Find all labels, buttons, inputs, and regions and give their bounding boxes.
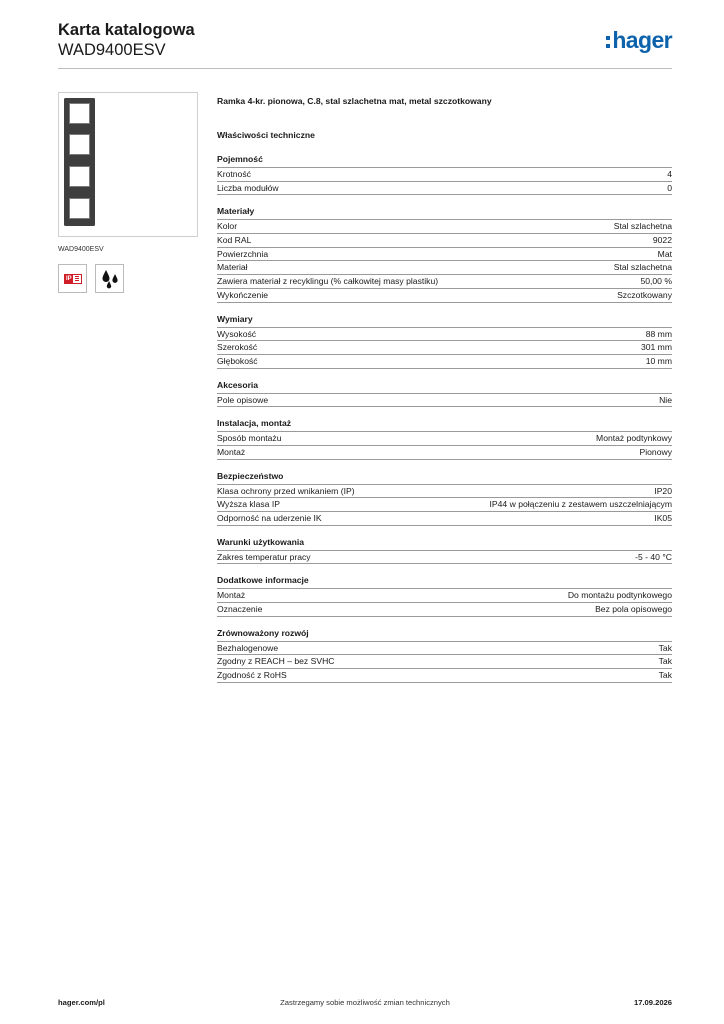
logo-dots-icon: [606, 36, 610, 48]
certification-badges: [58, 264, 198, 293]
property-value: 88 mm: [645, 328, 672, 339]
table-row: [217, 182, 672, 196]
property-label: Kolor: [217, 221, 238, 232]
technical-data: [217, 96, 672, 683]
property-value: Tak: [658, 656, 672, 667]
property-label: Wysokość: [217, 328, 257, 339]
property-table: [217, 393, 672, 408]
section-title: Wymiary: [217, 313, 253, 324]
table-row: [217, 289, 672, 303]
ip-badge-text: IP: [66, 275, 72, 282]
section: [217, 314, 672, 369]
section: [217, 471, 672, 526]
footer-date: 17.09.2026: [633, 998, 672, 1007]
table-row: [217, 446, 672, 460]
table-row: [217, 355, 672, 369]
property-value: 0: [667, 182, 672, 193]
table-row: [217, 498, 672, 512]
property-label: Głębokość: [217, 355, 258, 366]
hager-logo: [606, 28, 672, 52]
table-row: [217, 261, 672, 275]
property-value: Tak: [658, 642, 672, 653]
property-label: Odporność na uderzenie IK: [217, 513, 322, 523]
property-value: -5 - 40 °C: [635, 551, 672, 562]
page-title: Karta katalogowa: [58, 21, 195, 39]
section-title: Materiały: [217, 206, 255, 217]
table-row: [217, 589, 672, 603]
property-table: [217, 588, 672, 616]
property-label: Bezhalogenowe: [217, 642, 279, 653]
table-row: [217, 432, 672, 446]
section: [217, 537, 672, 565]
property-table: [217, 431, 672, 459]
property-value: Stal szlachetna: [613, 262, 672, 273]
property-label: Wykończenie: [217, 289, 269, 300]
section-title: Warunki użytkowania: [217, 536, 305, 547]
property-label: Pole opisowe: [217, 394, 269, 405]
property-label: Materiał: [217, 262, 248, 273]
section-title: Zrównoważony rozwój: [217, 627, 309, 638]
property-label: Krotność: [217, 169, 251, 179]
page-footer: [58, 997, 672, 1009]
properties-heading: Właściwości techniczne: [217, 130, 315, 140]
property-value: Pionowy: [639, 446, 672, 457]
property-value: Tak: [658, 670, 672, 681]
table-row: [217, 655, 672, 669]
table-row: [217, 485, 672, 499]
product-image-caption: WAD9400ESV: [58, 246, 104, 253]
section-title: Bezpieczeństwo: [217, 470, 284, 481]
property-label: Powierzchnia: [217, 248, 269, 259]
property-label: Liczba modułów: [217, 182, 279, 193]
property-value: IP20: [654, 485, 672, 496]
section: [217, 206, 672, 302]
property-value: Do montażu podtynkowego: [567, 590, 672, 601]
property-value: 50,00 %: [640, 276, 672, 287]
table-row: [217, 512, 672, 526]
table-row: [217, 394, 672, 408]
table-row: [217, 328, 672, 342]
property-table: [217, 550, 672, 565]
property-label: Szerokość: [217, 342, 258, 353]
product-code: WAD9400ESV: [58, 41, 166, 59]
property-table: [217, 641, 672, 683]
footer-website-link[interactable]: hager.com/pl: [58, 998, 105, 1007]
property-value: IP44 w połączeniu z zestawem uszczelniającym: [489, 499, 672, 510]
property-value: Stal szlachetna: [613, 221, 672, 232]
product-description: Ramka 4-kr. pionowa, C.8, stal szlachetna mat, metal szczotkowany: [217, 96, 492, 106]
section: [217, 154, 672, 195]
header-divider: [58, 68, 672, 69]
section: [217, 380, 672, 408]
section-title: Instalacja, montaż: [217, 418, 292, 429]
table-row: [217, 341, 672, 355]
table-row: [217, 168, 672, 182]
property-label: Kod RAL: [217, 235, 252, 246]
property-value: Nie: [659, 394, 672, 405]
table-row: [217, 234, 672, 248]
property-label: Zgodny z REACH – bez SVHC: [217, 656, 335, 667]
property-label: Wyższa klasa IP: [217, 499, 280, 510]
property-label: Montaż: [217, 590, 246, 601]
property-value: Szczotkowany: [617, 289, 672, 300]
property-table: [217, 219, 672, 302]
frame-4-gang-icon: [64, 98, 95, 226]
property-value: 301 mm: [640, 342, 672, 353]
property-sections: [217, 154, 672, 683]
section: [217, 575, 672, 616]
ip-protection-icon: [58, 264, 87, 293]
property-value: Bez pola opisowego: [595, 604, 672, 615]
page-header: [58, 20, 672, 70]
property-table: [217, 327, 672, 369]
property-value: Mat: [657, 248, 672, 259]
table-row: [217, 551, 672, 565]
property-label: Klasa ochrony przed wnikaniem (IP): [217, 485, 355, 496]
property-table: [217, 484, 672, 526]
property-label: Sposób montażu: [217, 433, 282, 444]
property-label: Montaż: [217, 446, 246, 457]
table-row: [217, 220, 672, 234]
table-row: [217, 248, 672, 262]
property-value: IK05: [654, 513, 672, 523]
table-row: [217, 603, 672, 617]
table-row: [217, 275, 672, 289]
property-label: Zawiera materiał z recyklingu (% całkowitej masy plastiku): [217, 276, 439, 287]
water-drops-icon: [95, 264, 124, 293]
section: [217, 628, 672, 683]
section-title: Dodatkowe informacje: [217, 575, 309, 586]
table-row: [217, 669, 672, 683]
property-value: 10 mm: [645, 355, 672, 366]
section-title: Pojemność: [217, 154, 263, 164]
property-label: Zakres temperatur pracy: [217, 551, 311, 562]
property-value: 9022: [652, 235, 672, 246]
logo-text: hager: [612, 27, 672, 53]
section: [217, 418, 672, 459]
table-row: [217, 642, 672, 656]
property-label: Oznaczenie: [217, 604, 263, 615]
footer-note: Zastrzegamy sobie możliwość zmian technicznych: [280, 998, 450, 1007]
property-value: Montaż podtynkowy: [596, 433, 672, 444]
product-image: [58, 92, 198, 237]
product-panel: [58, 92, 198, 293]
property-table: [217, 167, 672, 195]
property-value: 4: [667, 169, 672, 179]
property-label: Zgodność z RoHS: [217, 670, 287, 681]
section-title: Akcesoria: [217, 379, 259, 390]
